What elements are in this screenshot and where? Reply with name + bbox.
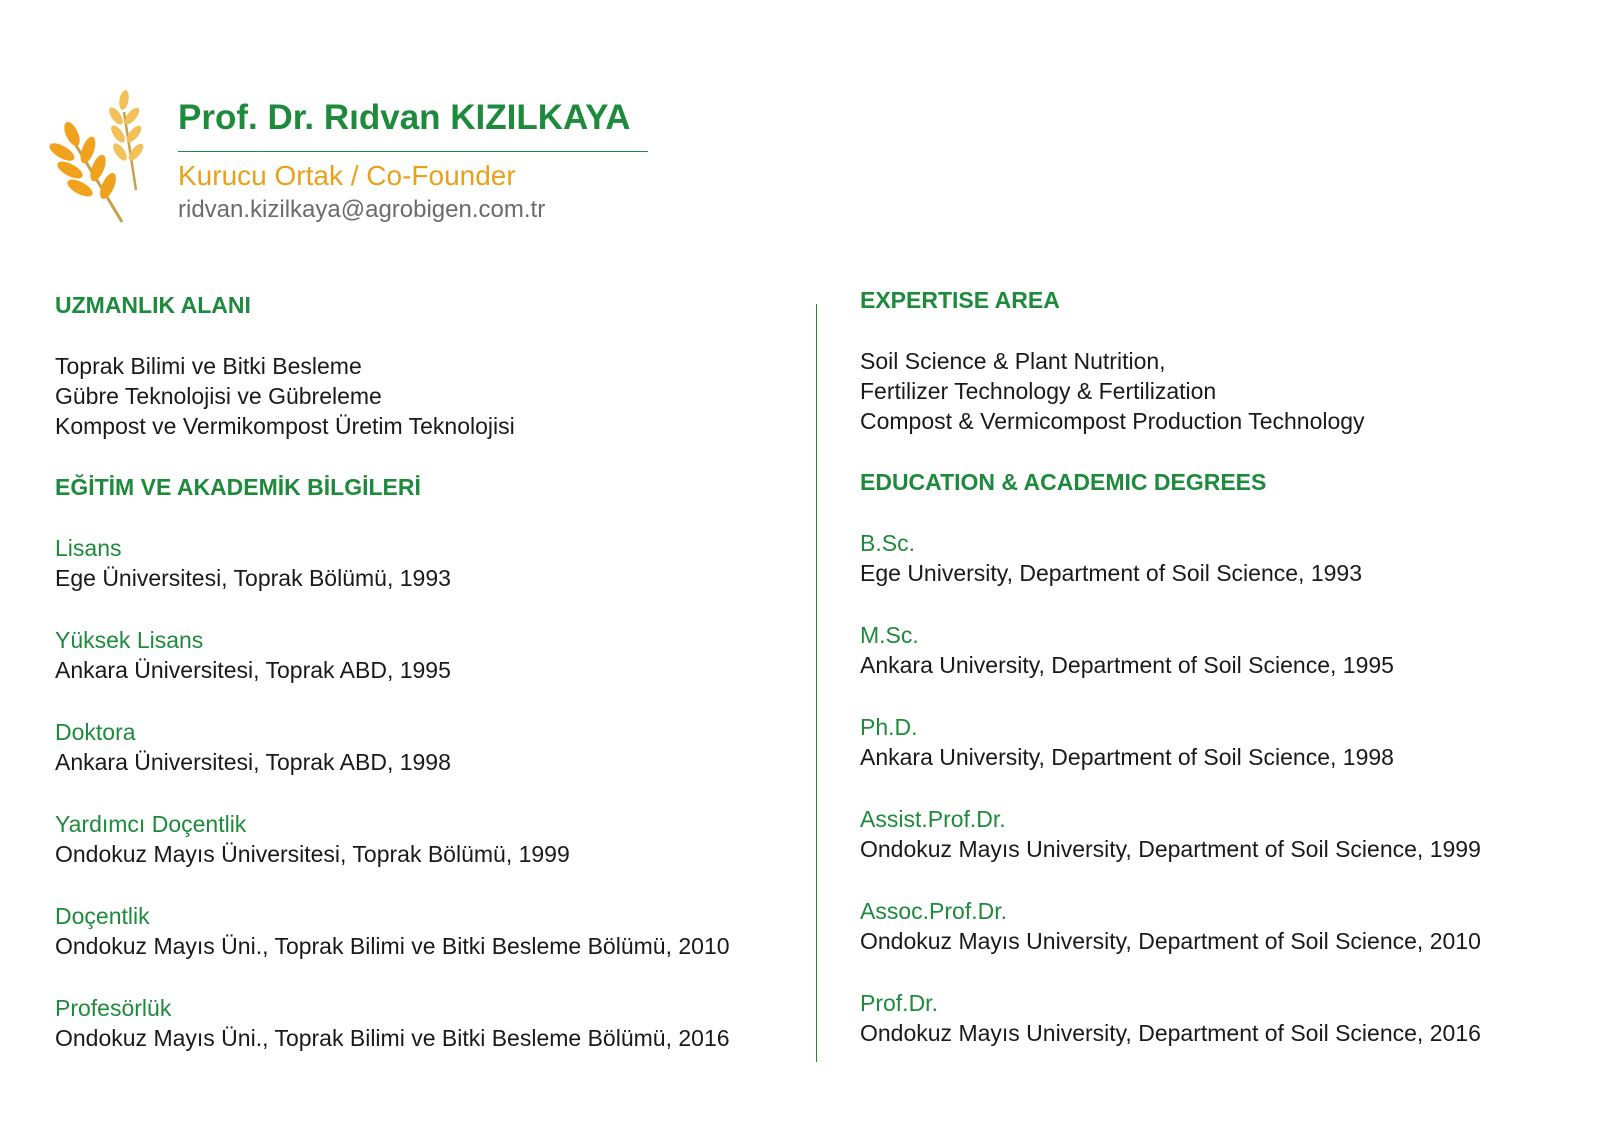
- degree-detail: Ondokuz Mayıs University, Department of Soil Science, 2010: [860, 928, 1481, 954]
- person-name: Prof. Dr. Rıdvan KIZILKAYA: [178, 98, 631, 137]
- expertise-item: Fertilizer Technology & Fertilization: [860, 378, 1217, 404]
- degree-detail: Ege University, Department of Soil Science, 1993: [860, 560, 1362, 586]
- degree-title: B.Sc.: [860, 530, 915, 556]
- degree-title: Assist.Prof.Dr.: [860, 806, 1006, 832]
- degree-title: Yüksek Lisans: [55, 627, 204, 653]
- expertise-heading-en: EXPERTISE AREA: [860, 287, 1060, 313]
- degree-detail: Ondokuz Mayıs Üni., Toprak Bilimi ve Bitki Besleme Bölümü, 2010: [55, 933, 730, 959]
- expertise-item: Kompost ve Vermikompost Üretim Teknolojisi: [55, 413, 515, 439]
- column-divider: [816, 304, 817, 1062]
- degree-title: Assoc.Prof.Dr.: [860, 898, 1007, 924]
- person-role: Kurucu Ortak / Co-Founder: [178, 160, 516, 191]
- education-heading-en: EDUCATION & ACADEMIC DEGREES: [860, 469, 1267, 495]
- expertise-item: Compost & Vermicompost Production Technology: [860, 408, 1365, 434]
- degree-detail: Ankara University, Department of Soil Science, 1995: [860, 652, 1394, 678]
- degree-detail: Ankara University, Department of Soil Science, 1998: [860, 744, 1394, 770]
- degree-title: Doçentlik: [55, 903, 150, 929]
- expertise-item: Gübre Teknolojisi ve Gübreleme: [55, 383, 382, 409]
- degree-title: Ph.D.: [860, 714, 918, 740]
- degree-title: Doktora: [55, 719, 136, 745]
- expertise-heading-tr: UZMANLIK ALANI: [55, 292, 251, 318]
- degree-title: Yardımcı Doçentlik: [55, 811, 247, 837]
- degree-detail: Ankara Üniversitesi, Toprak ABD, 1995: [55, 657, 451, 683]
- degree-detail: Ondokuz Mayıs Üni., Toprak Bilimi ve Bitki Besleme Bölümü, 2016: [55, 1025, 730, 1051]
- person-email[interactable]: ridvan.kizilkaya@agrobigen.com.tr: [178, 196, 546, 223]
- name-underline: [178, 151, 648, 152]
- degree-detail: Ondokuz Mayıs University, Department of Soil Science, 2016: [860, 1020, 1481, 1046]
- degree-title: Lisans: [55, 535, 122, 561]
- degree-title: Prof.Dr.: [860, 990, 938, 1016]
- degree-detail: Ege Üniversitesi, Toprak Bölümü, 1993: [55, 565, 451, 591]
- degree-detail: Ondokuz Mayıs University, Department of Soil Science, 1999: [860, 836, 1481, 862]
- wheat-icon: [44, 72, 144, 232]
- degree-detail: Ankara Üniversitesi, Toprak ABD, 1998: [55, 749, 451, 775]
- expertise-item: Soil Science & Plant Nutrition,: [860, 348, 1166, 374]
- degree-title: M.Sc.: [860, 622, 919, 648]
- expertise-item: Toprak Bilimi ve Bitki Besleme: [55, 353, 362, 379]
- degree-detail: Ondokuz Mayıs Üniversitesi, Toprak Bölümü, 1999: [55, 841, 570, 867]
- education-heading-tr: EĞİTİM VE AKADEMİK BİLGİLERİ: [55, 474, 421, 500]
- degree-title: Profesörlük: [55, 995, 172, 1021]
